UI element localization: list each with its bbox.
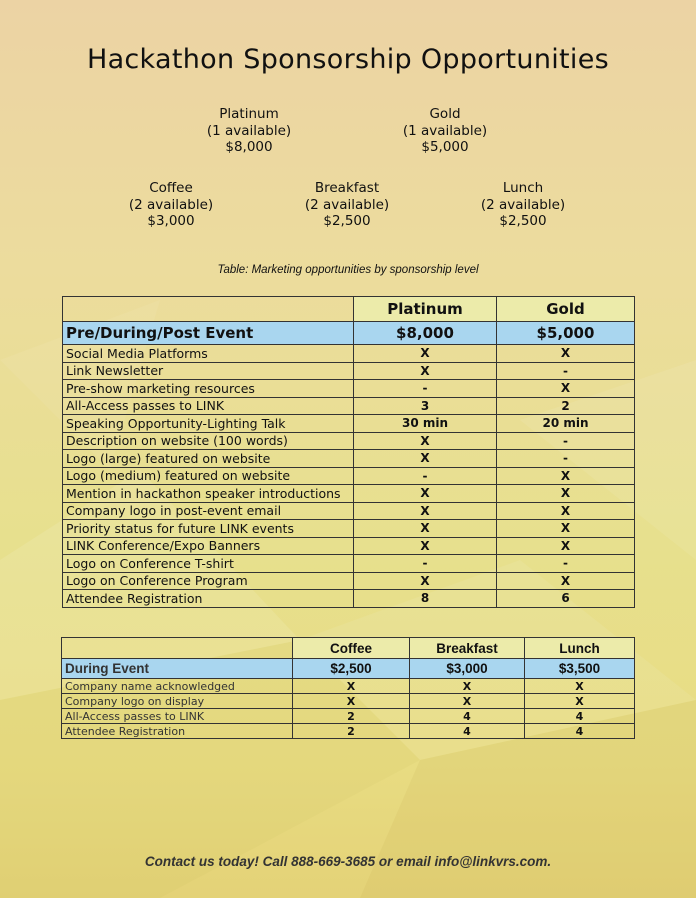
row-value: - (497, 362, 635, 380)
row-label: Company logo on display (62, 694, 293, 709)
table-row (62, 709, 635, 724)
table-row (63, 502, 635, 520)
header-breakfast: Breakfast (410, 638, 525, 659)
row-value: X (497, 520, 635, 538)
row-value: 4 (525, 709, 635, 724)
row-label: Link Newsletter (63, 362, 354, 380)
row-value: - (354, 380, 497, 398)
event-row (62, 659, 635, 679)
row-label: Description on website (100 words) (63, 432, 354, 450)
row-label: Logo (medium) featured on website (63, 467, 354, 485)
tier-lunch (443, 180, 603, 230)
table-row (63, 450, 635, 468)
row-value: - (497, 432, 635, 450)
row-label: Mention in hackathon speaker introductions (63, 485, 354, 503)
table-row (63, 467, 635, 485)
row-label: Company logo in post-event email (63, 502, 354, 520)
tier-availability: (1 available) (206, 122, 292, 139)
row-value: X (497, 502, 635, 520)
row-label: Logo on Conference Program (63, 572, 354, 590)
row-label: All-Access passes to LINK (63, 397, 354, 415)
row-label: All-Access passes to LINK (62, 709, 293, 724)
tier-price: $8,000 (225, 139, 273, 155)
row-value: 30 min (354, 415, 497, 433)
row-value: X (410, 694, 525, 709)
row-value: 4 (410, 709, 525, 724)
row-value: 4 (525, 724, 635, 739)
tier-platinum (169, 106, 329, 156)
row-value: X (293, 679, 410, 694)
row-value: X (354, 520, 497, 538)
tier-price: $5,000 (421, 139, 469, 155)
tier-price: $2,500 (323, 213, 371, 229)
table-row (63, 537, 635, 555)
table-row (62, 679, 635, 694)
table-caption: Table: Marketing opportunities by sponsorship level (217, 264, 479, 276)
table-row (62, 694, 635, 709)
row-value: 2 (293, 724, 410, 739)
row-value: 3 (354, 397, 497, 415)
table-row (63, 555, 635, 573)
row-value: 6 (497, 590, 635, 608)
event-price-breakfast: $3,000 (410, 659, 525, 679)
row-value: X (497, 572, 635, 590)
tier-availability: (2 available) (128, 196, 214, 213)
table-header-row (62, 638, 635, 659)
row-value: X (354, 432, 497, 450)
tier-price: $2,500 (499, 213, 547, 229)
row-label: Attendee Registration (62, 724, 293, 739)
row-value: X (354, 362, 497, 380)
header-coffee: Coffee (293, 638, 410, 659)
row-value: X (354, 345, 497, 363)
event-label: Pre/During/Post Event (63, 322, 354, 345)
row-value: X (410, 679, 525, 694)
tier-availability: (1 available) (402, 122, 488, 139)
row-value: X (354, 485, 497, 503)
row-value: - (354, 467, 497, 485)
row-label: Company name acknowledged (62, 679, 293, 694)
row-value: - (354, 555, 497, 573)
row-value: X (354, 537, 497, 555)
contact-line: Contact us today! Call 888-669-3685 or email info@linkvrs.com. (144, 854, 552, 869)
table-header-row (63, 297, 635, 322)
tier-name: Platinum (219, 106, 279, 122)
row-value: X (293, 694, 410, 709)
tier-price: $3,000 (147, 213, 195, 229)
sponsorship-table-meals (61, 637, 635, 739)
tier-availability: (2 available) (304, 196, 390, 213)
row-value: 8 (354, 590, 497, 608)
row-value: X (497, 345, 635, 363)
row-label: Priority status for future LINK events (63, 520, 354, 538)
row-value: X (525, 694, 635, 709)
event-price-gold: $5,000 (497, 322, 635, 345)
row-value: 4 (410, 724, 525, 739)
row-value: X (354, 502, 497, 520)
row-label: Logo (large) featured on website (63, 450, 354, 468)
table-row (63, 362, 635, 380)
row-value: X (354, 572, 497, 590)
header-lunch: Lunch (525, 638, 635, 659)
table-row (63, 590, 635, 608)
event-price-platinum: $8,000 (354, 322, 497, 345)
row-value: X (497, 537, 635, 555)
row-label: Logo on Conference T-shirt (63, 555, 354, 573)
tier-name: Lunch (502, 180, 544, 196)
row-value: - (497, 555, 635, 573)
row-label: Pre-show marketing resources (63, 380, 354, 398)
sponsorship-table-main (62, 296, 635, 608)
header-blank-cell (63, 297, 354, 322)
page-title: Hackathon Sponsorship Opportunities (86, 44, 610, 75)
row-label: Social Media Platforms (63, 345, 354, 363)
row-value: 20 min (497, 415, 635, 433)
table-row (63, 432, 635, 450)
row-value: X (497, 485, 635, 503)
row-value: - (497, 450, 635, 468)
row-value: X (525, 679, 635, 694)
row-label: LINK Conference/Expo Banners (63, 537, 354, 555)
table-row (63, 520, 635, 538)
event-price-lunch: $3,500 (525, 659, 635, 679)
table-row (63, 345, 635, 363)
table-row (63, 572, 635, 590)
tier-gold (365, 106, 525, 156)
table-row (63, 380, 635, 398)
table-row (63, 415, 635, 433)
header-gold: Gold (497, 297, 635, 322)
row-value: 2 (497, 397, 635, 415)
row-value: 2 (293, 709, 410, 724)
event-price-coffee: $2,500 (293, 659, 410, 679)
tier-name: Gold (429, 106, 461, 122)
row-value: X (497, 467, 635, 485)
table-row (63, 485, 635, 503)
tier-availability: (2 available) (480, 196, 566, 213)
header-blank-cell (62, 638, 293, 659)
row-value: X (497, 380, 635, 398)
table-row (62, 724, 635, 739)
tier-name: Breakfast (314, 180, 380, 196)
table-row (63, 397, 635, 415)
row-label: Speaking Opportunity-Lighting Talk (63, 415, 354, 433)
row-label: Attendee Registration (63, 590, 354, 608)
tier-name: Coffee (149, 180, 193, 196)
event-row (63, 322, 635, 345)
row-value: X (354, 450, 497, 468)
header-platinum: Platinum (354, 297, 497, 322)
event-label: During Event (62, 659, 293, 679)
tier-coffee (91, 180, 251, 230)
tier-breakfast (267, 180, 427, 230)
